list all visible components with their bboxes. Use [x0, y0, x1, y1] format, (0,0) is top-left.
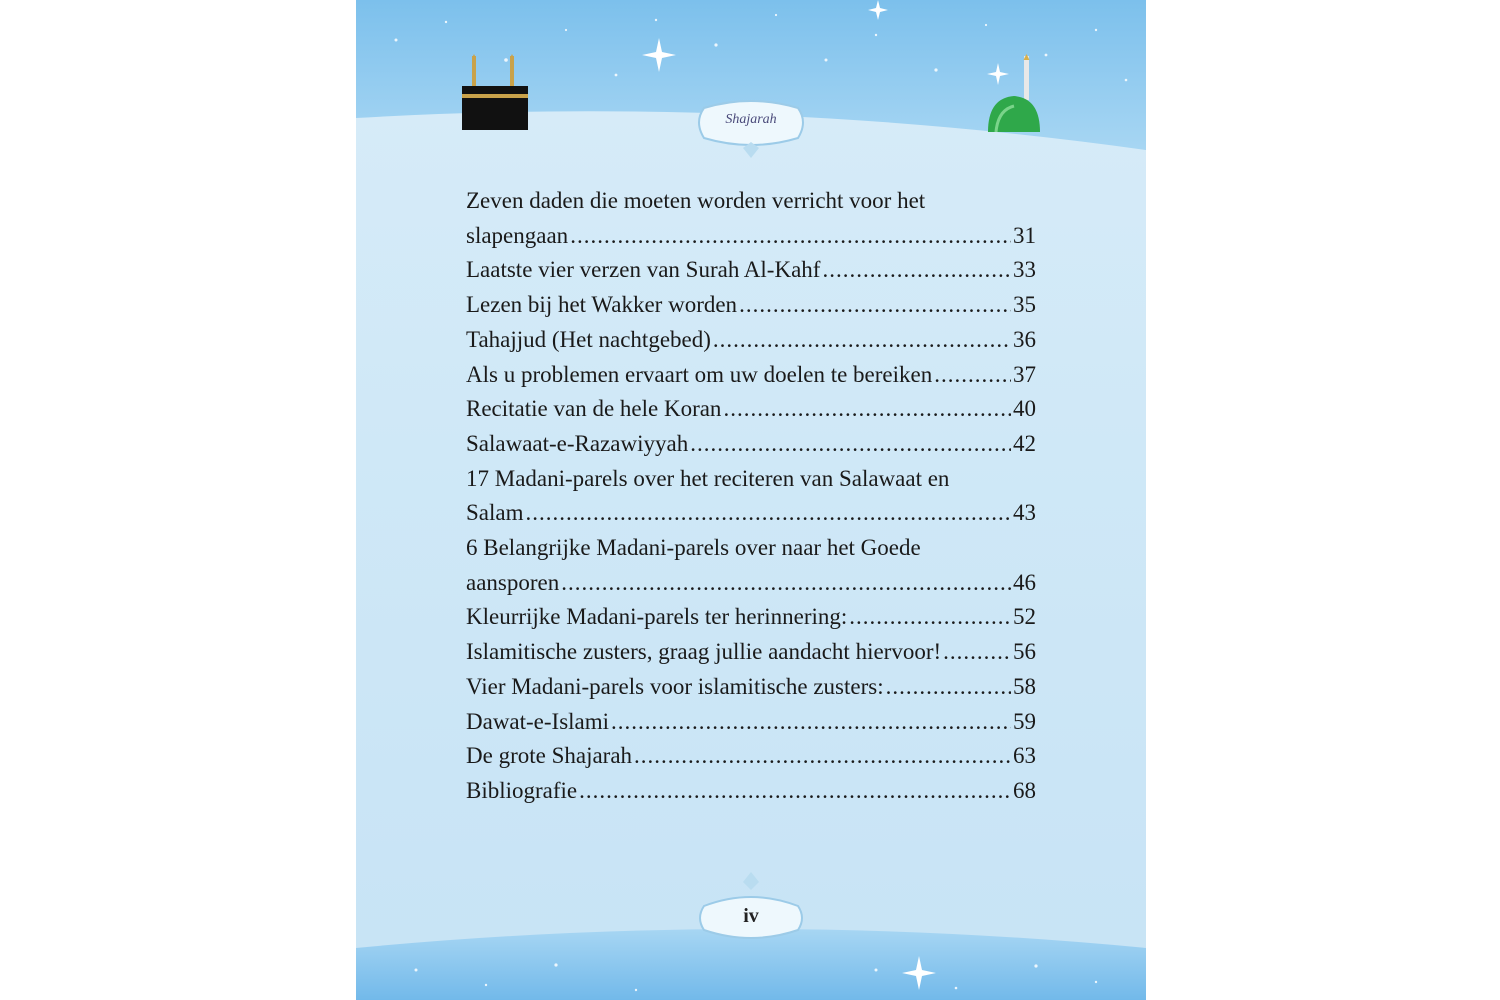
toc-leader-dots — [739, 288, 1011, 323]
toc-entry-page: 37 — [1013, 361, 1036, 387]
toc-entry-page: 35 — [1013, 292, 1036, 318]
toc-entry — [466, 427, 1036, 462]
toc-entry-page: 42 — [1013, 430, 1036, 456]
toc-entry — [466, 635, 1036, 670]
toc-entry-line — [466, 739, 1036, 774]
toc-entry-title: aansporen — [466, 569, 560, 595]
toc-leader-dots — [934, 358, 1011, 393]
toc-leader-dots — [579, 774, 1011, 809]
toc-entry-line — [466, 496, 1036, 531]
page-number: iv — [743, 905, 759, 927]
toc-entry — [466, 600, 1036, 635]
toc-entry-title-line: Zeven daden die moeten worden verricht voor het — [466, 188, 926, 213]
toc-leader-dots — [634, 739, 1011, 774]
toc-entry-line — [466, 219, 1036, 254]
toc-entry-title: Tahajjud (Het nachtgebed) — [466, 326, 711, 352]
toc-entry-title-line: 6 Belangrijke Madani-parels over naar het Goede — [466, 535, 921, 561]
toc-entry — [466, 358, 1036, 393]
toc-entry — [466, 253, 1036, 288]
toc-entry-title: slapengaan — [466, 222, 569, 248]
toc-entry-line — [466, 427, 1036, 462]
toc-entry — [466, 531, 1036, 600]
toc-entry-line — [466, 670, 1036, 705]
toc-entry-title-line: 17 Madani-parels over het reciteren van Salawaat en — [466, 465, 950, 491]
toc-entry-title: De grote Shajarah — [466, 743, 633, 769]
toc-leader-dots — [611, 705, 1011, 740]
toc-entry — [466, 462, 1036, 531]
toc-entry — [466, 323, 1036, 358]
toc-entry-page: 59 — [1013, 708, 1036, 734]
toc-entry — [466, 774, 1036, 809]
book-page — [356, 0, 1146, 1000]
toc-leader-dots — [943, 635, 1011, 670]
toc-leader-dots — [886, 670, 1011, 705]
toc-entry-title: Lezen bij het Wakker worden — [466, 292, 738, 318]
toc-entry-page: 56 — [1013, 639, 1036, 665]
toc-entry-page: 46 — [1013, 569, 1036, 595]
toc-leader-dots — [570, 219, 1011, 254]
toc-entry-line — [466, 774, 1036, 809]
toc-entry-line — [466, 288, 1036, 323]
toc-entry-page: 68 — [1013, 777, 1036, 803]
toc-entry-page: 40 — [1013, 396, 1036, 422]
toc-entry — [466, 739, 1036, 774]
toc-entry-title: Vier Madani-parels voor islamitische zusters: — [466, 673, 884, 699]
toc-leader-dots — [526, 496, 1012, 531]
toc-entry-title: Islamitische zusters, graag jullie aandacht hiervoor! — [466, 639, 942, 665]
toc-leader-dots — [723, 392, 1011, 427]
toc-entry-page: 52 — [1013, 604, 1036, 630]
toc-entry-line — [466, 392, 1036, 427]
toc-entry-line — [466, 323, 1036, 358]
toc-entry-title: Recitatie van de hele Koran — [466, 396, 722, 422]
toc-entry — [466, 670, 1036, 705]
toc-entry-page: 63 — [1013, 743, 1036, 769]
toc-entry-page: 31 — [1013, 222, 1036, 248]
toc-leader-dots — [561, 566, 1011, 601]
toc-entry-title: Laatste vier verzen van Surah Al-Kahf — [466, 257, 821, 283]
toc-entry-title: Salawaat-e-Razawiyyah — [466, 430, 689, 456]
table-of-contents — [466, 184, 1036, 809]
toc-entry-line — [466, 635, 1036, 670]
header-badge-frame — [694, 98, 808, 160]
green-dome-icon — [984, 54, 1044, 132]
toc-entry-line — [466, 358, 1036, 393]
toc-leader-dots — [713, 323, 1011, 358]
toc-entry-title: Salam — [466, 500, 524, 526]
toc-entry — [466, 288, 1036, 323]
toc-leader-dots — [849, 600, 1011, 635]
toc-entry-title: Als u problemen ervaart om uw doelen te bereiken — [466, 361, 933, 387]
toc-entry-page: 58 — [1013, 673, 1036, 699]
toc-entry-title: Bibliografie — [466, 777, 578, 803]
toc-leader-dots — [822, 253, 1011, 288]
toc-entry-line — [466, 253, 1036, 288]
header-badge-label: Shajarah — [725, 112, 777, 127]
toc-entry-line — [466, 600, 1036, 635]
toc-entry — [466, 392, 1036, 427]
toc-entry-page: 36 — [1013, 326, 1036, 352]
toc-entry-line — [466, 566, 1036, 601]
toc-entry-line — [466, 705, 1036, 740]
toc-leader-dots — [690, 427, 1011, 462]
toc-entry-title: Dawat-e-Islami — [466, 708, 610, 734]
toc-entry-page: 43 — [1013, 500, 1036, 526]
toc-entry-title: Kleurrijke Madani-parels ter herinnering: — [466, 604, 848, 630]
kaaba-icon — [460, 54, 530, 130]
toc-entry — [466, 184, 1036, 253]
toc-entry — [466, 705, 1036, 740]
toc-entry-page: 33 — [1013, 257, 1036, 283]
